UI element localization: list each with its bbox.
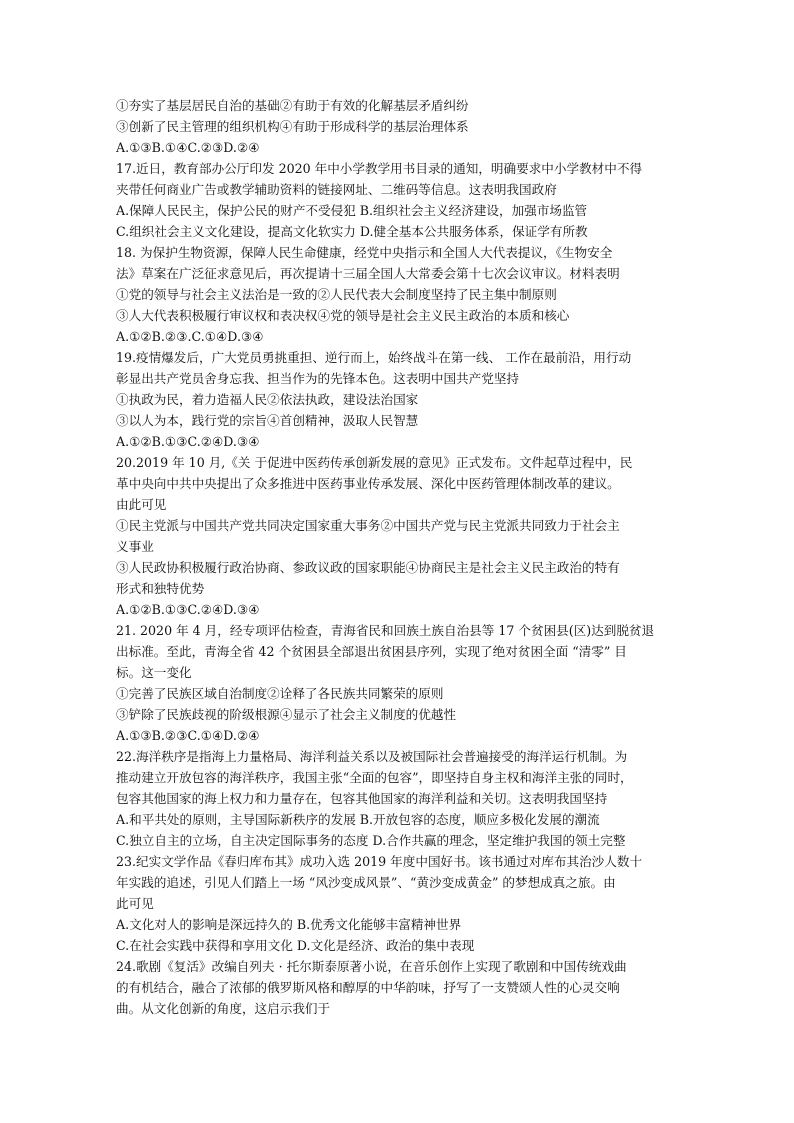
text-line: 义事业 [116,539,154,554]
text-line: 包容其他国家的海上权力和力量存在，包容其他国家的海洋利益和关切。这表明我国坚持 [116,791,608,806]
text-line: 由此可见 [116,497,167,512]
text-line: 夹带任何商业广告或教学辅助资料的链接网址、二维码等信息。这表明我国政府 [116,182,557,197]
text-line: ③人民政协积极履行政治协商、参政议政的国家职能④协商民主是社会主义民主政治的特有 [116,560,620,575]
text-line: A.和平共处的原则，主导国际新秩序的发展 B.开放包容的态度，顺应多极化发展的潮流 [116,812,600,827]
text-line: 出标准。至此，青海全省 42 个贫困县全部退出贫困县序列，实现了绝对贫困全面 “清零” 目 [116,644,627,659]
text-line: ③人大代表积极履行审议权和表决权④党的领导是社会主义民主政治的本质和核心 [116,308,570,323]
text-line: 19.疫情爆发后，广大党员勇挑重担、逆行而上，始终战斗在第一线、 工作在最前沿，用行动 [116,350,632,365]
text-line: A.①③B.①④C.②③D.②④ [116,140,260,155]
text-line: 18. 为保护生物资源，保障人民生命健康，经党中央指示和全国人大代表提议，《生物安全 [116,245,613,260]
text-line: A.①②B.①③C.②④D.③④ [116,602,260,617]
text-line: 法》草案在广泛征求意见后，再次提请十三届全国人大常委会第十七次会议审议。材料表明 [116,266,620,281]
text-line: ①党的领导与社会主义法治是一致的②人民代表大会制度坚持了民主集中制原则 [116,287,557,302]
text-line: C.组织社会主义文化建设，提高文化软实力 D.健全基本公共服务体系，保证学有所教 [116,224,588,239]
text-line: ①夯实了基层居民自治的基础②有助于有效的化解基层矛盾纠纷 [116,98,469,113]
text-line: 的有机结合，融合了浓郁的俄罗斯风格和醇厚的中华韵味，抒写了一支赞颂人性的心灵交响 [116,980,620,995]
text-line: 17.近日，教育部办公厅印发 2020 年中小学教学用书目录的通知，明确要求中小学教材中不得 [116,161,643,176]
text-line: C.独立自主的立场，自主决定国际事务的态度 D.合作共赢的理念，坚定维护我国的领土完整 [116,833,626,848]
text-line: 22.海洋秩序是指海上力量格局、海洋利益关系以及被国际社会普遍接受的海洋运行机制。为 [116,749,628,764]
text-line: 标。这一变化 [116,665,192,680]
document-body [116,95,686,1019]
text-line: 推动建立开放包容的海洋秩序，我国主张“全面的包容”，即坚持自身主权和海洋主张的同时， [116,770,633,785]
text-line: ③以人为本，践行党的宗旨④首创精神，汲取人民智慧 [116,413,419,428]
text-line: A.①③B.②③C.①④D.②④ [116,728,260,743]
text-line: 年实践的追述，引见人们踏上一场 “风沙变成风景”、“黄沙变成黄金” 的梦想成真之旅。由 [116,875,616,890]
text-line: 彰显出共产党员舍身忘我、担当作为的先锋本色。这表明中国共产党坚持 [116,371,519,386]
text-line: 23.纪实文学作品《春归库布其》成功入选 2019 年度中国好书。该书通过对库布其治沙人数十 [116,854,643,869]
text-line: A.文化对人的影响是深远持久的 B.优秀文化能够丰富精神世界 [116,917,462,932]
text-line: ③铲除了民族歧视的阶级根源④显示了社会主义制度的优越性 [116,707,457,722]
text-line: A.①②B.①③C.②④D.③④ [116,434,260,449]
text-line: 此可见 [116,896,154,911]
text-line: 曲。从文化创新的角度，这启示我们于 [116,1001,331,1016]
text-line: ①执政为民，着力造福人民②依法执政，建设法治国家 [116,392,419,407]
text-line: ①完善了民族区域自治制度②诠释了各民族共同繁荣的原则 [116,686,444,701]
text-line: C.在社会实践中获得和享用文化 D.文化是经济、政治的集中表现 [116,938,475,953]
text-line: ③创新了民主管理的组织机构④有助于形成科学的基层治理体系 [116,119,469,134]
text-line: ①民主党派与中国共产党共同决定国家重大事务②中国共产党与民主党派共同致力于社会主 [116,518,620,533]
text-line: 形式和独特优势 [116,581,205,596]
text-line: 20.2019 年 10 月,《关 于促进中医药传承创新发展的意见》正式发布。文件起草过程中，民 [116,455,633,470]
text-line: A.保障人民民主，保护公民的财产不受侵犯 B.组织社会主义经济建设，加强市场监管 [116,203,588,218]
text-line: A.①②B.②③.C.①④D.③④ [116,329,264,344]
text-line: 24.歌剧《复活》改编自列夫 · 托尔斯泰原著小说，在音乐创作上实现了歌剧和中国传统戏曲 [116,959,627,974]
text-line: 21. 2020 年 4 月，经专项评估检查，青海省民和回族土族自治县等 17 个贫困县(区)达到脱贫退 [116,623,655,638]
text-line: 革中央向中共中央提出了众多推进中医药事业传承发展、深化中医药管理体制改革的建议。 [116,476,620,491]
